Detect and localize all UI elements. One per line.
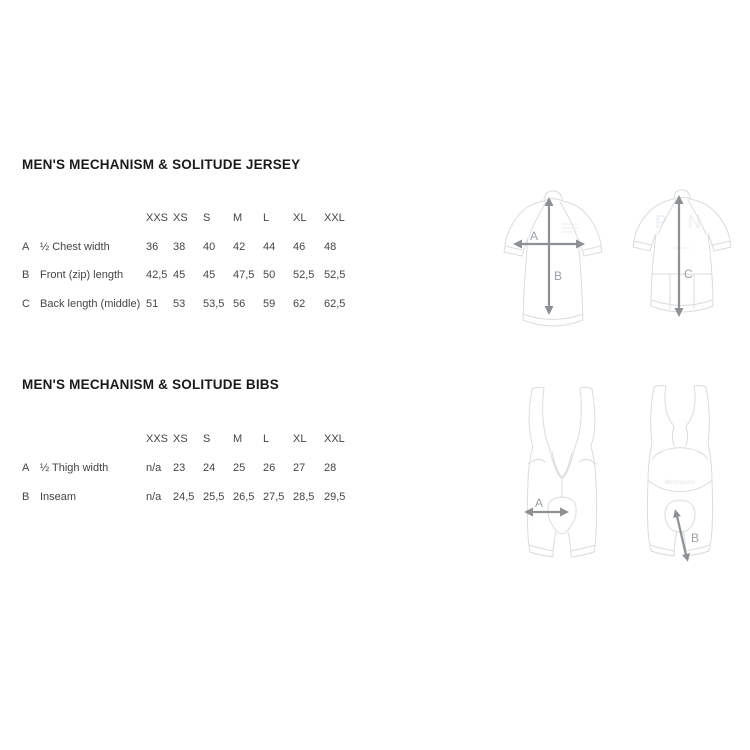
rear-pockets [652,274,712,309]
size-value: 27,5 [263,490,285,503]
brand-watermark: P N [655,212,709,232]
measure-row-label: ½ Thigh width [40,461,109,474]
size-col-header: L [263,432,270,445]
size-value: 28 [324,461,337,474]
hip-seams [528,460,596,464]
inner-leg-seams [553,532,571,557]
measure-letter-b: B [691,531,700,545]
strap-inner-scoop [543,388,582,479]
size-col-header: XL [293,212,307,225]
size-value: 27 [293,461,306,474]
measure-row-label: Front (zip) length [40,269,124,282]
size-value: 45 [203,269,216,282]
measure-letter-c: C [684,267,693,281]
size-value: 52,5 [293,269,315,282]
size-col-header: M [233,212,243,225]
leg-grippers [529,545,595,551]
size-col-header: L [263,212,270,225]
chest-logo-mark [562,224,578,232]
size-value: 26,5 [233,490,255,503]
thigh-width-arrow-icon [524,508,569,517]
measure-letter-b: B [554,269,563,283]
back-panel-top-seam [652,448,708,459]
size-value: 51 [146,297,159,310]
hem-band [523,314,583,320]
size-value: 25,5 [203,490,225,503]
jersey-back-diagram [628,188,736,324]
size-col-header: XS [173,432,188,445]
size-value: 47,5 [233,269,255,282]
size-value: 48 [324,240,337,253]
size-col-header: XL [293,432,307,445]
size-value: 38 [173,240,186,253]
jersey-front-diagram [500,188,606,336]
size-value: 46 [293,240,306,253]
size-value: 28,5 [293,490,315,503]
bib-front-left-outer [527,389,533,552]
size-value: 52,5 [324,269,346,282]
size-value: 53 [173,297,186,310]
bibs-size-table [22,424,364,511]
size-value: n/a [146,490,162,503]
jersey-section-title: MEN'S MECHANISM & SOLITUDE JERSEY [22,157,301,172]
size-col-header: XS [173,212,188,225]
size-value: 53,5 [203,297,225,310]
size-value: 36 [146,240,159,253]
leg-hems [651,551,709,556]
size-col-header: XXS [146,432,169,445]
measure-row-key: A [22,461,30,474]
leg-grippers [650,545,710,551]
size-col-header: XXL [324,432,345,445]
leg-hems [530,552,594,557]
cuff-lines [634,241,730,245]
size-value: 23 [173,461,186,474]
measure-row-key: C [22,297,30,310]
bib-back-right-outer [706,387,713,551]
collar-base [674,198,690,200]
jersey-size-table [22,204,364,318]
bibs-back-diagram [640,385,720,565]
racer-back-straps [665,386,695,446]
measure-row-label: Inseam [40,490,77,503]
strap-tops [532,387,592,389]
measure-row-key: A [22,240,30,253]
bibs-section-title: MEN'S MECHANISM & SOLITUDE BIBS [22,377,279,392]
size-value: 62,5 [324,297,346,310]
measure-row-key: B [22,490,30,503]
size-value: 26 [263,461,276,474]
product-watermark: Mechanism [664,480,696,486]
bib-back-left-outer [647,387,654,551]
size-col-header: S [203,432,211,445]
size-col-header: S [203,212,211,225]
size-value: 62 [293,297,306,310]
size-value: 40 [203,240,216,253]
size-value: 44 [263,240,276,253]
size-value: 56 [233,297,246,310]
measure-letter-a: A [530,229,539,243]
bib-front-right-outer [591,389,597,552]
size-value: 50 [263,269,276,282]
size-col-header: XXL [324,212,345,225]
size-value: 59 [263,297,276,310]
front-length-arrow-icon [545,197,554,315]
measure-row-label: ½ Chest width [40,240,110,253]
size-value: 24 [203,461,216,474]
size-value: 25 [233,461,246,474]
size-value: 42,5 [146,269,168,282]
size-value: 42 [233,240,246,253]
measure-row-key: B [22,269,30,282]
measure-row-label: Back length (middle) [40,297,141,310]
size-value: 29,5 [324,490,346,503]
hem-band [652,300,712,306]
size-value: 24,5 [173,490,195,503]
jersey-front-outline [504,201,602,326]
scoop-inner-seam [552,452,572,477]
bibs-front-diagram [520,386,604,564]
size-col-header: XXS [146,212,169,225]
size-value: 45 [173,269,186,282]
strap-tops [654,385,706,387]
collar-base [544,199,562,201]
size-value: n/a [146,461,162,474]
measure-letter-a: A [535,496,544,510]
size-col-header: M [233,432,243,445]
